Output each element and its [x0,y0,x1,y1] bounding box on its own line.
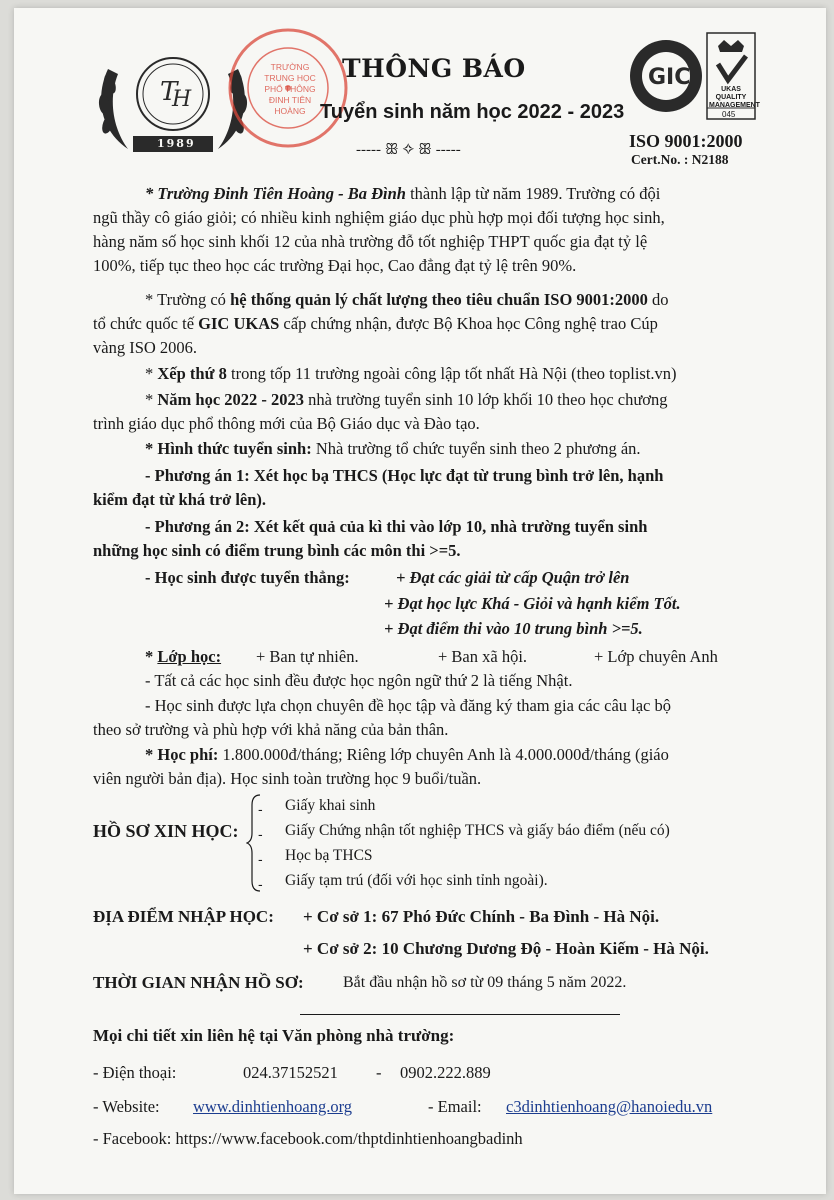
documents-item: Giấy Chứng nhận tốt nghiệp THCS và giấy báo điểm (nếu có) [285,822,670,839]
option-1-line-2: kiểm đạt từ khá trở lên). [93,490,267,509]
svg-text:H: H [172,87,192,112]
facebook-label: - Facebook: [93,1129,172,1148]
class-item: + Ban tự nhiên. [256,647,359,666]
stamp-text: TRƯỜNG TRUNG HỌC PHỔ THÔNG ĐINH TIÊN HOÀNG [264,62,316,116]
fee-line-2: viên người bản địa). Học sinh toàn trường học 9 buổi/tuần. [93,769,482,788]
phone-1[interactable]: 024.37152521 [243,1063,338,1082]
page-title: THÔNG BÁO [342,54,526,83]
option-1-line-1: - Phương án 1: Xét học bạ THCS (Học lực đạt từ trung bình trở lên, hạnh [145,466,664,485]
direct-admission-item: + Đạt học lực Khá - Giỏi và hạnh kiểm Tốt. [384,594,681,613]
documents-label: HỒ SƠ XIN HỌC: [93,821,239,841]
class-item: + Ban xã hội. [438,647,528,666]
gic-logo [628,38,704,114]
ukas-number: 045 [722,110,736,119]
facebook-line [93,1127,523,1151]
email-link[interactable]: c3dinhtienhoang@hanoiedu.vn [506,1097,713,1116]
direct-admission-item: + Đạt các giải từ cấp Quận trở lên [396,568,630,587]
cert-number: Cert.No. : N2188 [631,152,729,167]
documents-item: Giấy tạm trú (đối với học sinh tỉnh ngoài). [285,872,548,889]
website-label: - Website: [93,1097,160,1116]
documents-dash: - - - - [258,801,263,892]
title-ornament: ----- ꕥ ✧ ꕥ ----- [356,142,461,158]
intro-line-1: * Trường Đinh Tiên Hoàng - Ba Đình thành lập từ năm 1989. Trường có đội [145,184,661,203]
intro-line-4: 100%, tiếp tục theo học các trường Đại học, Cao đẳng đạt tỷ lệ trên 90%. [93,256,577,275]
school-name: * Trường Đinh Tiên Hoàng - Ba Đình [145,184,406,203]
intro-line-3: hàng năm số học sinh khối 12 của nhà trường đỗ tốt nghiệp THPT quốc gia đạt tỷ lệ [93,232,648,251]
option-2-line-2: những học sinh có điểm trung bình các môn thi >=5. [93,541,461,560]
campus-2: + Cơ sở 2: 10 Chương Dương Độ - Hoàn Kiếm - Hà Nội. [303,939,709,958]
option-2-line-1: - Phương án 2: Xét kết quả của kì thi vào lớp 10, nhà trường tuyển sinh [145,517,648,536]
documents-item: Giấy khai sinh [285,797,376,814]
website-link[interactable]: www.dinhtienhoang.org [193,1097,353,1116]
page-subtitle: Tuyển sinh năm học 2022 - 2023 [320,101,625,123]
svg-text:GIC: GIC [648,65,691,90]
campus-1: + Cơ sở 1: 67 Phó Đức Chính - Ba Đình - Hà Nội. [303,907,660,926]
facebook-link[interactable]: https://www.facebook.com/thptdinhtienhoangbadinh [175,1129,523,1148]
intro-line-2: ngũ thầy cô giáo giỏi; có nhiều kinh nghiệm giáo dục phù hợp mọi đối tượng học sinh, [93,208,665,227]
admission-form-line: * Hình thức tuyển sinh: Nhà trường tổ chức tuyển sinh theo 2 phương án. [145,439,641,458]
logo-year: 1989 [157,137,196,150]
iso-paragraph-line-2: tổ chức quốc tế GIC UKAS cấp chứng nhận, được Bộ Khoa học Công nghệ trao Cúp [93,314,658,333]
classes-label: * Lớp học: [145,647,222,666]
timing-label: THỜI GIAN NHẬN HỒ SƠ: [93,973,304,992]
timing-text: Bắt đầu nhận hồ sơ từ 09 tháng 5 năm 2022. [343,974,627,991]
svg-text:T: T [160,77,178,107]
documents-item: Học bạ THCS [285,847,373,864]
classes-note-2-line-1: - Học sinh được lựa chọn chuyên đề học tập và đăng ký tham gia các câu lạc bộ [145,696,672,715]
phone-label: - Điện thoại: [93,1063,177,1082]
school-year-line-2: trình giáo dục phổ thông mới của Bộ Giáo dục và Đào tạo. [93,414,480,433]
classes-note-2-line-2: theo sở trường và phù hợp với khả năng của bản thân. [93,720,449,739]
iso-paragraph-line-1: * Trường có hệ thống quản lý chất lượng theo tiêu chuẩn ISO 9001:2000 do [145,290,669,309]
phone-2[interactable]: 0902.222.889 [400,1063,491,1082]
location-label: ĐỊA ĐIỂM NHẬP HỌC: [93,907,274,926]
iso-paragraph-line-3: vàng ISO 2006. [93,338,198,357]
classes-note-1: - Tất cả các học sinh đều được học ngôn ngữ thứ 2 là tiếng Nhật. [145,671,573,690]
phone-separator: - [376,1063,382,1082]
school-year-line-1: * Năm học 2022 - 2023 nhà trường tuyển sinh 10 lớp khối 10 theo học chương [145,390,668,409]
direct-admission-item: + Đạt điểm thi vào 10 trung bình >=5. [384,619,643,638]
contact-heading: Mọi chi tiết xin liên hệ tại Văn phòng nhà trường: [93,1026,455,1045]
iso-label: ISO 9001:2000 [629,131,743,151]
direct-admission-label: - Học sinh được tuyển thẳng: [145,568,350,587]
class-item: + Lớp chuyên Anh [594,647,718,666]
divider [300,1014,620,1015]
email-label: - Email: [428,1097,482,1116]
fee-line-1: * Học phí: 1.800.000đ/tháng; Riêng lớp chuyên Anh là 4.000.000đ/tháng (giáo [145,745,669,764]
ukas-label: UKAS QUALITY MANAGEMENT [709,86,760,109]
ranking-line: * Xếp thứ 8 trong tốp 11 trường ngoài công lập tốt nhất Hà Nội (theo toplist.vn) [145,364,677,383]
